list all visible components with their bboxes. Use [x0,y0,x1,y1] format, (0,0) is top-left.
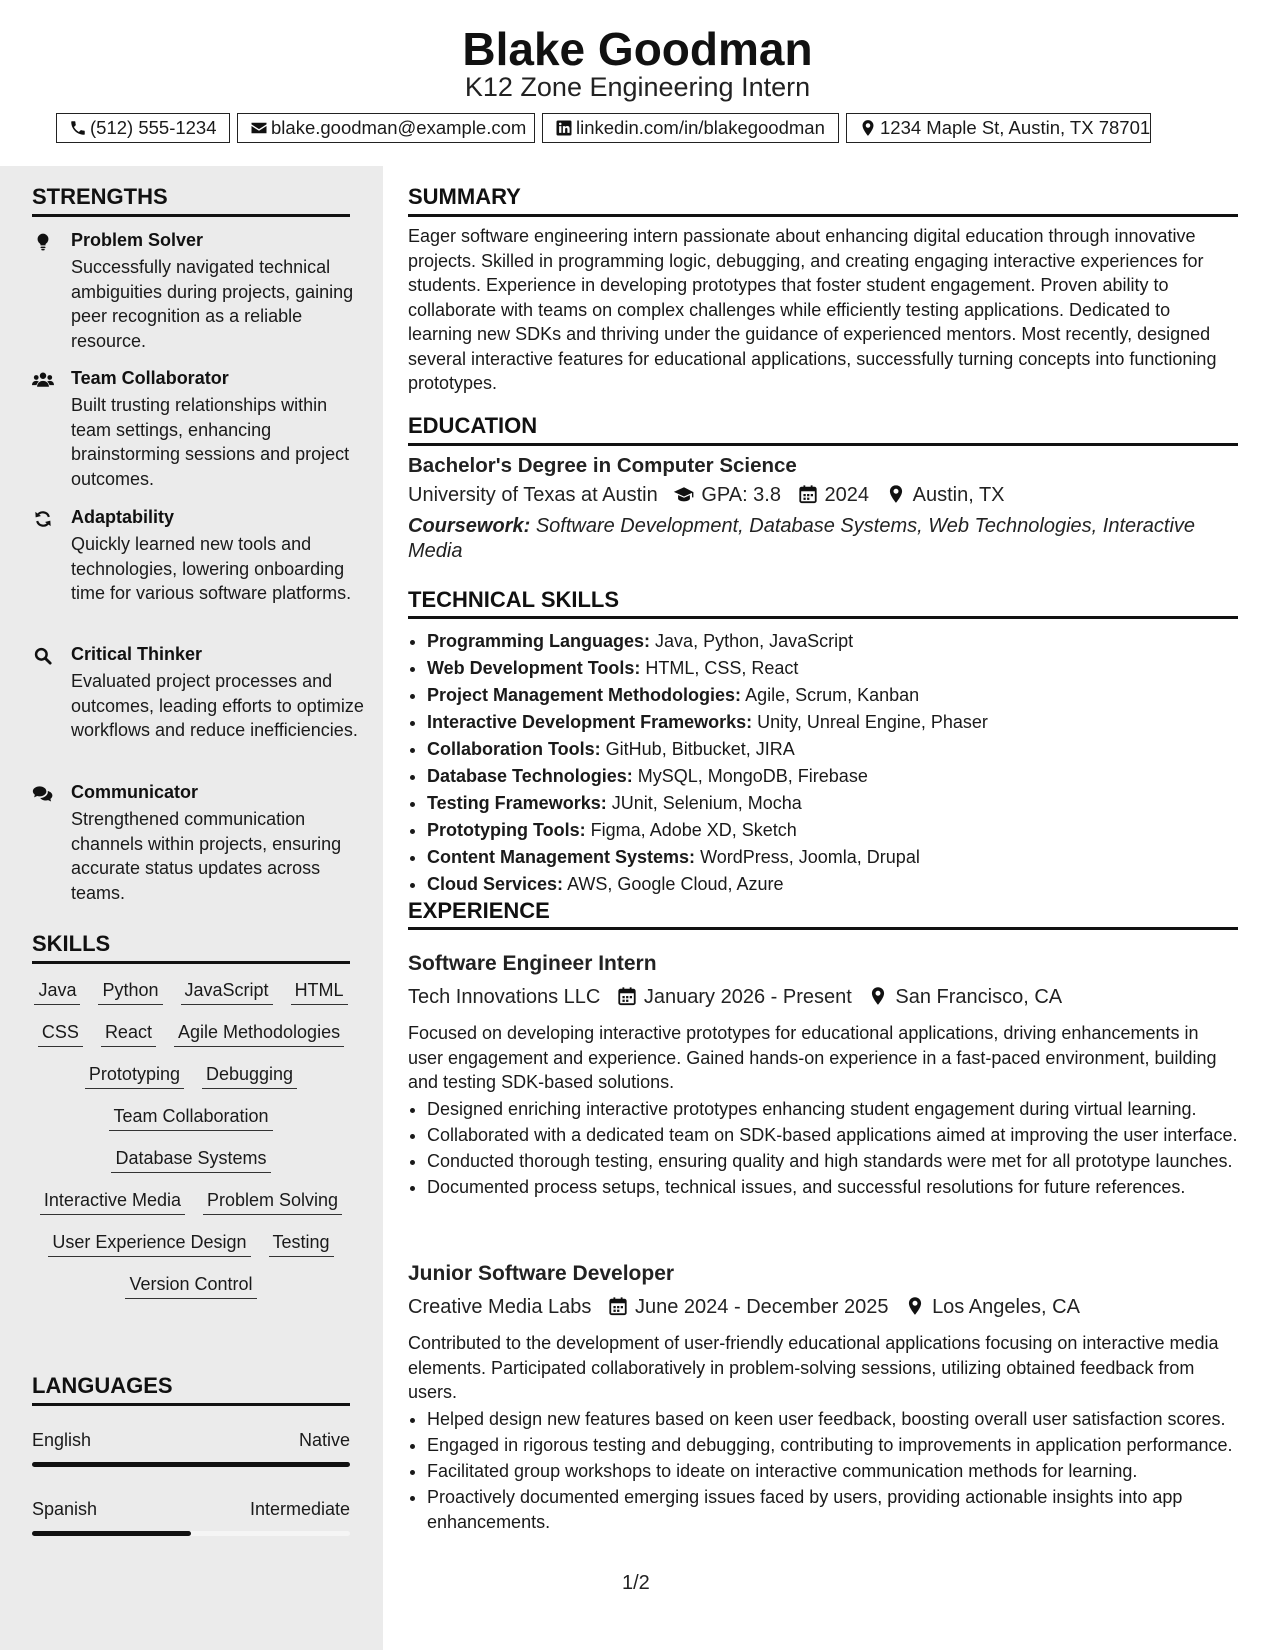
list-item: • Designed enriching interactive prototypes enhancing student engagement during virtual learning. [427,1097,1257,1122]
skill-tag: Interactive Media [40,1188,185,1215]
candidate-name: Blake Goodman [462,23,813,75]
language-bar [32,1531,350,1536]
page-number: 1/2 [622,1572,650,1594]
technical-skills-list [408,628,1257,898]
graduation-year: 2024 [824,484,870,506]
map-pin-icon [885,484,907,504]
job-summary: Focused on developing interactive prototypes for educational applications, driving enhancements in user engagement and experience. Gained hands-on experience in a fast-paced environment, building and testing SDK-based solutions. [408,1023,1217,1092]
strength-desc: Built trusting relationships within team settings, enhancing brainstorming sessions and project outcomes. [71,395,350,489]
summary-title: SUMMARY [408,184,521,209]
strength-title: Adaptability [71,507,175,527]
job-company: Tech Innovations LLC [408,986,601,1008]
strength-desc: Successfully navigated technical ambiguities during projects, gaining peer recognition as a reliable resource. [71,257,354,351]
sidebar [0,166,383,1650]
job-dates: June 2024 - December 2025 [635,1296,889,1318]
list-item: • Engaged in rigorous testing and debugging, contributing to improvements in application performance. [427,1433,1257,1458]
skill-tag: Problem Solving [203,1188,342,1215]
strength-title: Communicator [71,782,199,802]
contact-linkedin[interactable] [542,113,839,143]
skill-tag: Prototyping [85,1062,184,1089]
list-item [427,763,1257,790]
languages-rule [32,1403,350,1406]
strength-title: Problem Solver [71,230,204,250]
list-item: • Documented process setups, technical issues, and successful resolutions for future references. [427,1175,1257,1200]
skill-category: Project Management Methodologies: [427,685,742,705]
job-company: Creative Media Labs [408,1296,592,1318]
strength-title: Critical Thinker [71,644,203,664]
skill-category: Prototyping Tools: [427,820,586,840]
school-name: University of Texas at Austin [408,484,658,506]
skill-category: Cloud Services: [427,874,564,894]
strength-item [32,230,362,351]
strengths-rule [32,214,350,217]
summary-text: Eager software engineering intern passionate about enhancing digital education through innovative projects. Skilled in programming logic, debugging, and creating engaging interactive experiences for students. Experience in developing prototypes that foster student engagement. Proven ability to collaborate with teams on complex challenges while efficiently testing applications. Dedicated to learning new SDKs and thriving under the guidance of experienced mentors. Most recently, designed several interactive features for educational applications, successfully turning concepts into functioning prototypes. [408,226,1217,393]
strength-item [32,507,362,623]
skill-values: HTML, CSS, React [645,658,799,678]
list-item: • Proactively documented emerging issues faced by users, providing actionable insights into app enhancements. [427,1485,1257,1534]
skill-values: Unity, Unreal Engine, Phaser [757,712,988,732]
coursework-list: Software Development, Database Systems, Web Technologies, Interactive Media [408,515,1196,562]
graduation-cap-icon [673,484,695,504]
job-title: Software Engineer Intern [408,952,657,975]
education-location: Austin, TX [912,484,1005,506]
languages-title: LANGUAGES [32,1373,173,1398]
language-bar-fill [32,1531,191,1536]
job-summary: Contributed to the development of user-friendly educational applications focusing on interactive media elements. Participated collaboratively in problem-solving sessions, utilizing obtained feedback from users. [408,1333,1219,1402]
education-rule [408,443,1238,446]
skill-values: WordPress, Joomla, Drupal [700,847,920,867]
map-pin-icon [859,119,877,137]
search-icon [32,646,54,666]
coursework [408,514,1238,563]
skill-tag: Agile Methodologies [174,1020,344,1047]
language-bar [32,1462,350,1467]
contact-phone-text: (512) 555-1234 [90,117,217,138]
list-item [427,655,1257,682]
skill-tag: Testing [269,1230,334,1257]
experience-rule [408,927,1238,930]
map-pin-icon [867,986,889,1006]
contact-address [846,113,1151,143]
job-meta [408,986,1062,1009]
calendar-icon [797,484,819,504]
degree-title: Bachelor's Degree in Computer Science [408,454,797,477]
list-item [427,682,1257,709]
skill-values: JUnit, Selenium, Mocha [611,793,802,813]
list-item [427,628,1257,655]
skill-values: MySQL, MongoDB, Firebase [637,766,868,786]
list-item [427,709,1257,736]
strength-desc: Quickly learned new tools and technologies, lowering onboarding time for various software platforms. [71,534,352,603]
list-item: • Collaborated with a dedicated team on SDK-based applications aimed at improving the user interface. [427,1123,1257,1148]
summary-rule [408,214,1238,217]
linkedin-icon [555,119,573,137]
education-title: EDUCATION [408,413,538,438]
contact-phone[interactable] [56,113,230,143]
skill-tag: Python [98,978,162,1005]
lightbulb-icon [32,232,54,252]
strength-item [32,644,362,760]
contact-email-text: blake.goodman@example.com [271,117,527,138]
calendar-icon [616,986,638,1006]
users-icon [32,370,54,390]
skill-category: Interactive Development Frameworks: [427,712,753,732]
list-item [427,790,1257,817]
skill-values: Figma, Adobe XD, Sketch [590,820,797,840]
technical-skills-title: TECHNICAL SKILLS [408,587,620,612]
skill-values: Java, Python, JavaScript [655,631,854,651]
skill-tag: Database Systems [111,1146,270,1173]
language-name: English [32,1430,92,1450]
list-item: • Facilitated group workshops to ideate on interactive communication methods for learning. [427,1459,1257,1484]
skill-tag: Version Control [125,1272,256,1299]
comments-icon [32,784,54,804]
contact-email[interactable] [237,113,535,143]
skill-category: Database Technologies: [427,766,633,786]
job-bullets [408,1097,1257,1201]
job-location: Los Angeles, CA [932,1296,1080,1318]
skills-title: SKILLS [32,931,111,956]
phone-icon [69,119,87,137]
skill-tag: HTML [291,978,348,1005]
skill-values: Agile, Scrum, Kanban [745,685,920,705]
sync-icon [32,509,54,529]
skill-tag: JavaScript [181,978,273,1005]
job-meta [408,1296,1080,1319]
calendar-icon [607,1296,629,1316]
list-item [427,871,1257,898]
list-item [427,736,1257,763]
contact-linkedin-text: linkedin.com/in/blakegoodman [576,117,825,138]
strengths-title: STRENGTHS [32,184,168,209]
envelope-icon [250,119,268,137]
list-item [427,817,1257,844]
skill-category: Web Development Tools: [427,658,641,678]
language-name: Spanish [32,1499,98,1519]
language-bar-fill [32,1462,350,1467]
list-item [427,844,1257,871]
job-bullets [408,1407,1257,1536]
job-dates: January 2026 - Present [643,986,852,1008]
skill-category: Programming Languages: [427,631,651,651]
strength-desc: Evaluated project processes and outcomes, leading efforts to optimize workflows and reduce inefficiencies. [71,671,364,740]
skill-category: Collaboration Tools: [427,739,601,759]
skill-tag: React [101,1020,156,1047]
skill-tag: Java [34,978,80,1005]
job-location: San Francisco, CA [895,986,1063,1008]
skill-tag: CSS [38,1020,83,1047]
experience-title: EXPERIENCE [408,898,550,923]
skill-tags [32,978,350,1299]
contact-address-text: 1234 Maple St, Austin, TX 78701 [880,117,1151,138]
language-level: Intermediate [249,1499,350,1519]
education-meta [408,484,1005,507]
list-item: • Conducted thorough testing, ensuring quality and high standards were met for all prototype launches. [427,1149,1257,1174]
job-title: Junior Software Developer [408,1262,675,1285]
gpa: GPA: 3.8 [701,484,781,506]
skill-tag: Debugging [202,1062,297,1089]
map-pin-icon [904,1296,926,1316]
skill-values: GitHub, Bitbucket, JIRA [605,739,795,759]
skill-tag: Team Collaboration [109,1104,272,1131]
technical-skills-rule [408,616,1238,619]
resume-header [0,0,1275,166]
coursework-label: Coursework: [408,515,531,537]
candidate-role: K12 Zone Engineering Intern [464,72,811,102]
strength-item [32,368,362,489]
skill-category: Testing Frameworks: [427,793,607,813]
language-level: Native [298,1430,350,1450]
skill-tag: User Experience Design [48,1230,250,1257]
skills-rule [32,961,350,964]
list-item: • Helped design new features based on keen user feedback, boosting overall user satisfaction scores. [427,1407,1257,1432]
skill-category: Content Management Systems: [427,847,696,867]
strength-desc: Strengthened communication channels within projects, ensuring accurate status updates across teams. [71,809,342,903]
strength-title: Team Collaborator [71,368,229,388]
skill-values: AWS, Google Cloud, Azure [567,874,784,894]
strength-item [32,782,362,903]
